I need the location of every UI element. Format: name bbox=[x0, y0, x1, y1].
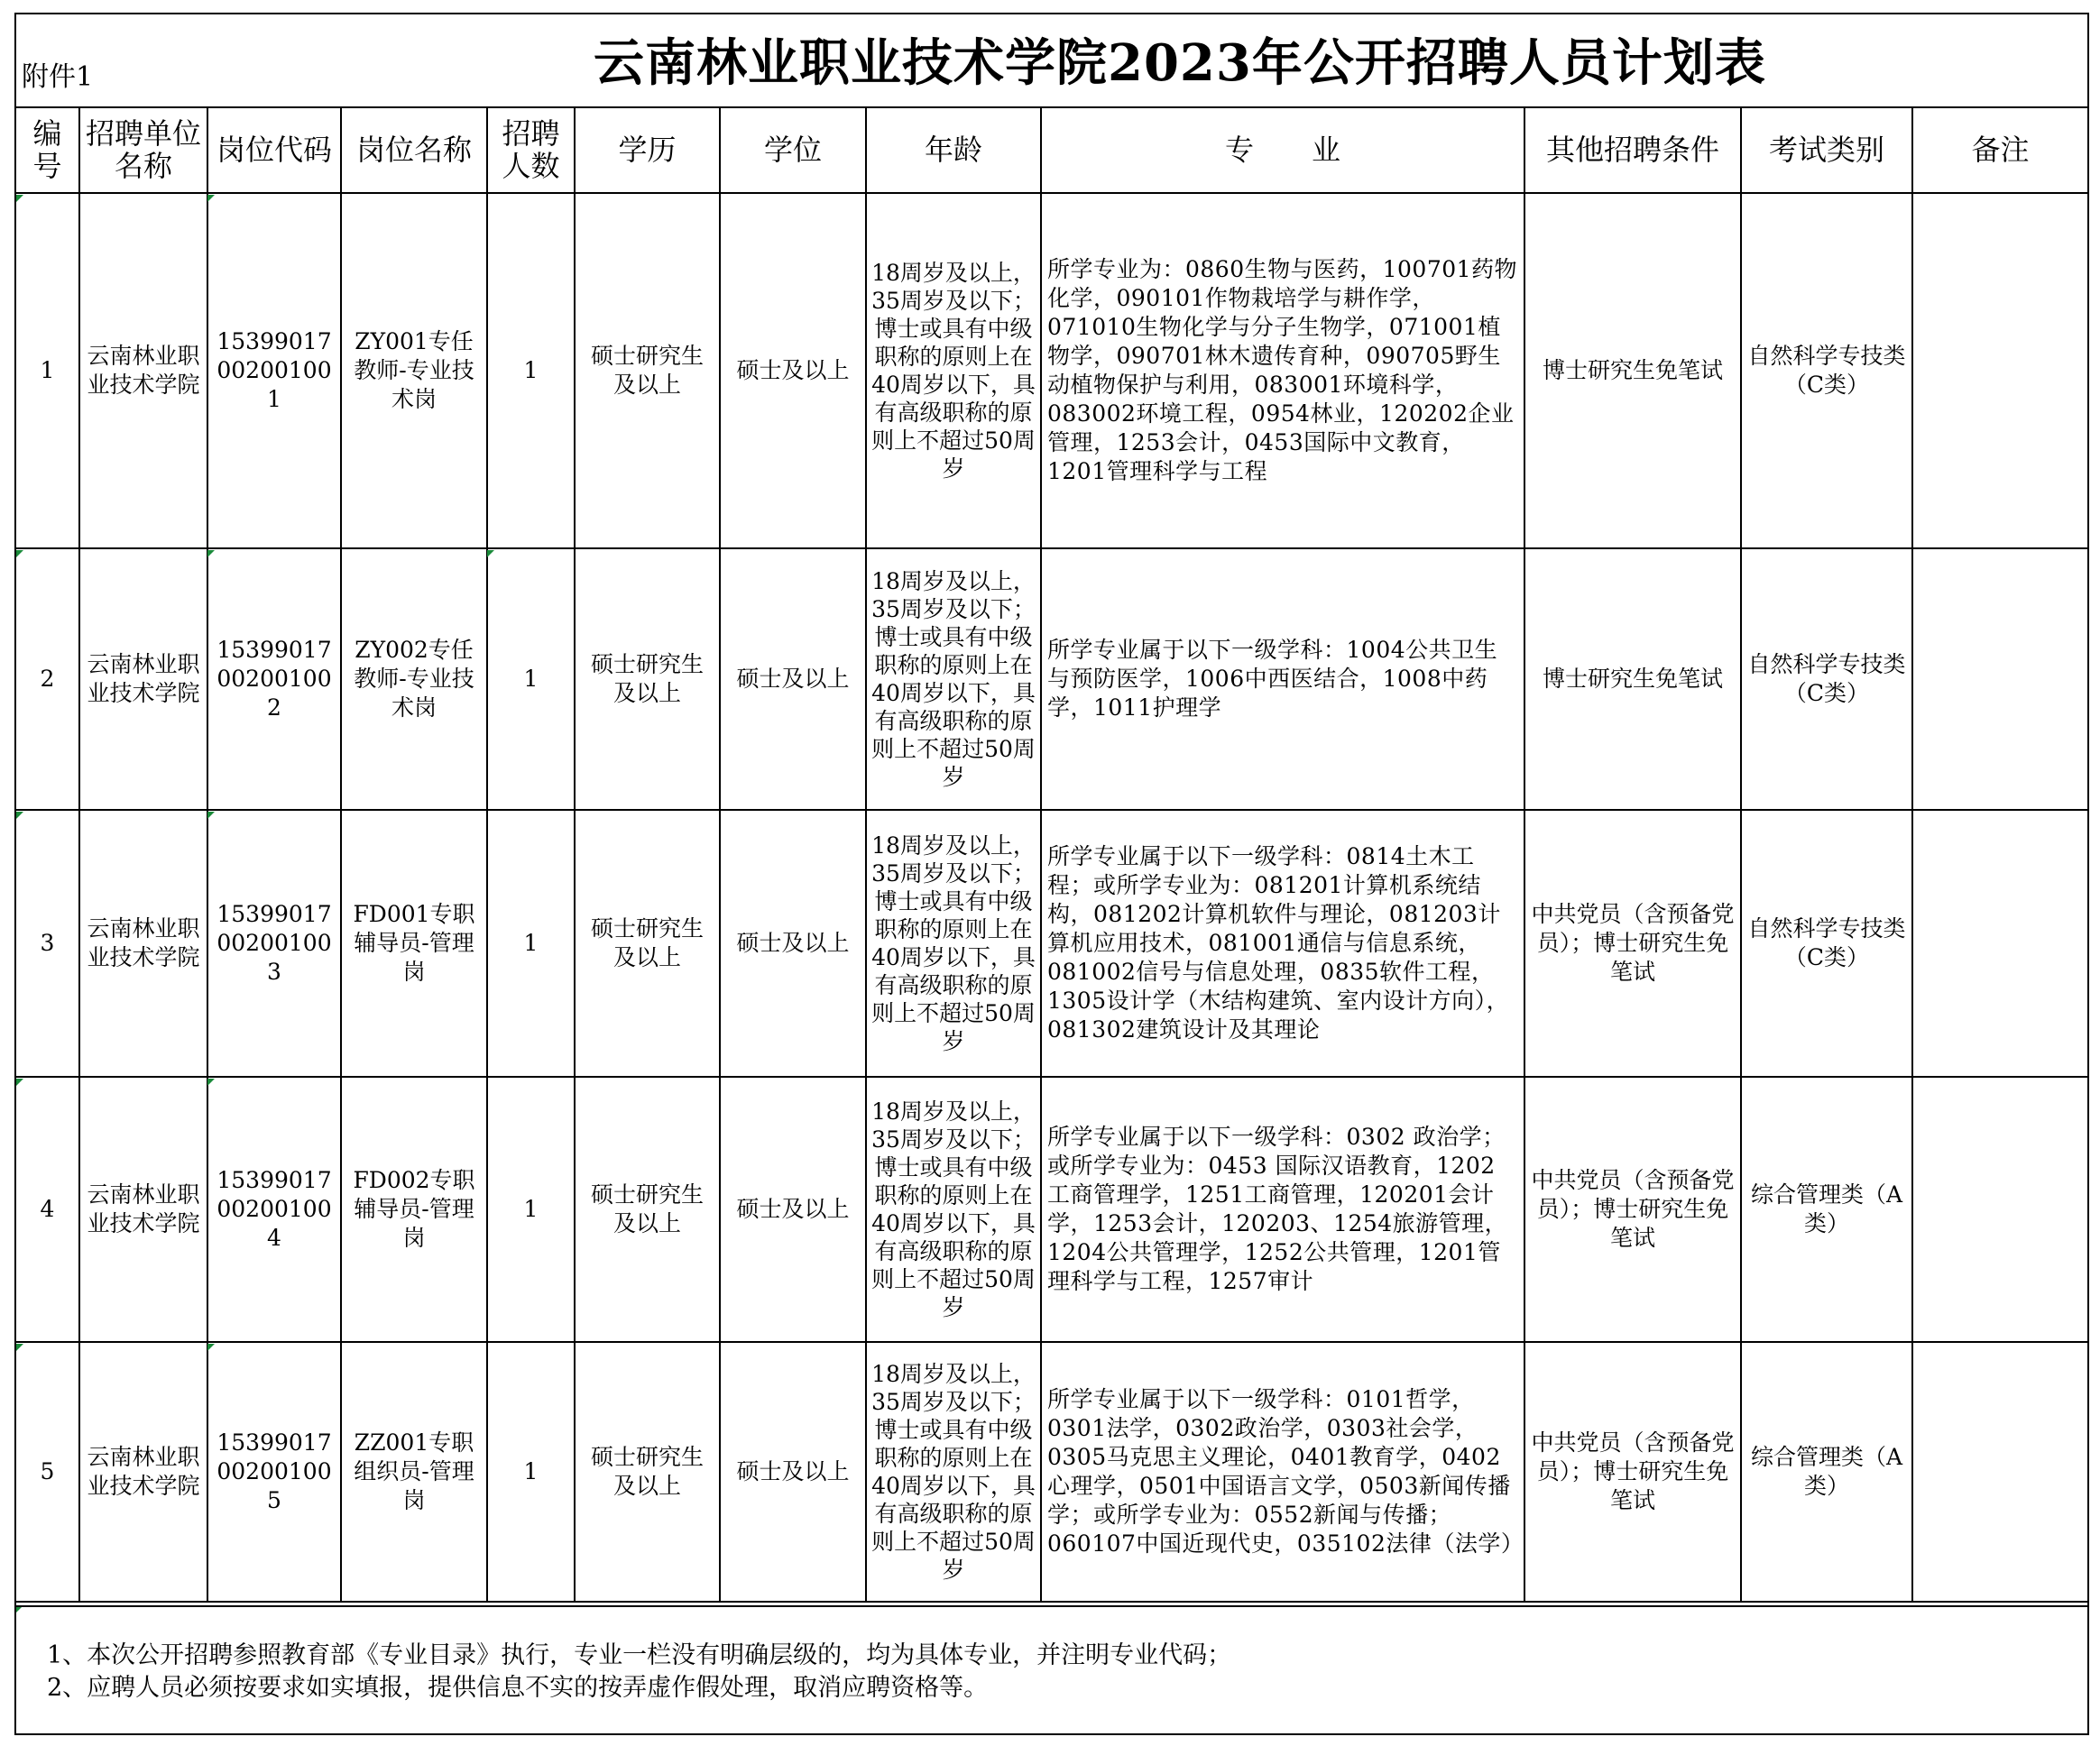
header-remark: 备注 bbox=[1912, 106, 2087, 193]
header-education: 学历 bbox=[575, 106, 720, 193]
table-row bbox=[16, 193, 2087, 548]
cell-corner-marker bbox=[16, 550, 23, 557]
cell-corner-marker bbox=[16, 812, 23, 819]
cell-corner-marker bbox=[207, 195, 215, 202]
cell-count: 1 bbox=[487, 1342, 575, 1602]
cell-corner-marker bbox=[207, 1079, 215, 1086]
cell-major: 所学专业属于以下一级学科：0302 政治学；或所学专业为：0453 国际汉语教育，1202工商管理学，1251工商管理，120201会计学，1253会计，120203、1254旅游管理，1204公共管理学，1252公共管理，1201管理科学与工程，1257审计 bbox=[1041, 1077, 1524, 1342]
table-row bbox=[16, 1077, 2087, 1342]
cell-exam: 自然科学专技类（C类） bbox=[1741, 810, 1912, 1077]
notes-section bbox=[16, 1605, 2087, 1733]
cell-code: 15399017002001003 bbox=[207, 810, 341, 1077]
cell-post: FD001专职辅导员-管理岗 bbox=[341, 810, 487, 1077]
header-major: 专 业 bbox=[1041, 106, 1524, 193]
cell-unit: 云南林业职业技术学院 bbox=[79, 1342, 207, 1602]
cell-major: 所学专业属于以下一级学科：0101哲学，0301法学，0302政治学，0303社会学，0305马克思主义理论，0401教育学，0402心理学，0501中国语言文学，0503新闻传播学；或所学专业为：0552新闻与传播；060107中国近现代史，035102法律（法学） bbox=[1041, 1342, 1524, 1602]
table-row bbox=[16, 810, 2087, 1077]
cell-corner-marker bbox=[16, 195, 23, 202]
cell-corner-marker bbox=[16, 1344, 23, 1351]
cell-age: 18周岁及以上，35周岁及以下；博士或具有中级职称的原则上在40周岁以下，具有高级职称的原则上不超过50周岁 bbox=[866, 193, 1041, 548]
header-row bbox=[16, 106, 2087, 193]
header-post: 岗位名称 bbox=[341, 106, 487, 193]
cell-education: 硕士研究生及以上 bbox=[575, 1077, 720, 1342]
cell-other: 中共党员（含预备党员）；博士研究生免笔试 bbox=[1524, 810, 1741, 1077]
cell-unit: 云南林业职业技术学院 bbox=[79, 1077, 207, 1342]
header-age: 年龄 bbox=[866, 106, 1041, 193]
cell-unit: 云南林业职业技术学院 bbox=[79, 193, 207, 548]
cell-code: 15399017002001002 bbox=[207, 548, 341, 810]
cell-exam: 综合管理类（A类） bbox=[1741, 1342, 1912, 1602]
header-no: 编号 bbox=[16, 106, 79, 193]
cell-count: 1 bbox=[487, 1077, 575, 1342]
cell-corner-marker bbox=[207, 812, 215, 819]
header-unit: 招聘单位名称 bbox=[79, 106, 207, 193]
cell-other: 博士研究生免笔试 bbox=[1524, 193, 1741, 548]
note-line: 1、本次公开招聘参照教育部《专业目录》执行，专业一栏没有明确层级的，均为具体专业，并注明专业代码； bbox=[47, 1641, 1232, 1669]
cell-post: ZZ001专职组织员-管理岗 bbox=[341, 1342, 487, 1602]
cell-count: 1 bbox=[487, 810, 575, 1077]
cell-age: 18周岁及以上，35周岁及以下；博士或具有中级职称的原则上在40周岁以下，具有高级职称的原则上不超过50周岁 bbox=[866, 810, 1041, 1077]
cell-post: FD002专职辅导员-管理岗 bbox=[341, 1077, 487, 1342]
header-degree: 学位 bbox=[720, 106, 866, 193]
cell-no: 1 bbox=[16, 193, 79, 548]
cell-remark bbox=[1912, 810, 2087, 1077]
cell-age: 18周岁及以上，35周岁及以下；博士或具有中级职称的原则上在40周岁以下，具有高级职称的原则上不超过50周岁 bbox=[866, 1077, 1041, 1342]
cell-degree: 硕士及以上 bbox=[720, 810, 866, 1077]
cell-remark bbox=[1912, 1077, 2087, 1342]
cell-education: 硕士研究生及以上 bbox=[575, 810, 720, 1077]
cell-degree: 硕士及以上 bbox=[720, 548, 866, 810]
cell-no: 2 bbox=[16, 548, 79, 810]
cell-code: 15399017002001005 bbox=[207, 1342, 341, 1602]
cell-unit: 云南林业职业技术学院 bbox=[79, 810, 207, 1077]
note-line: 2、应聘人员必须按要求如实填报，提供信息不实的按弄虚作假处理，取消应聘资格等。 bbox=[47, 1674, 989, 1702]
document-title: 云南林业职业技术学院2023年公开招聘人员计划表 bbox=[594, 33, 1766, 93]
cell-unit: 云南林业职业技术学院 bbox=[79, 548, 207, 810]
cell-education: 硕士研究生及以上 bbox=[575, 193, 720, 548]
cell-major: 所学专业为：0860生物与医药，100701药物化学，090101作物栽培学与耕作学，071010生物化学与分子生物学，071001植物学，090701林木遗传育种，090705野生动植物保护与利用，083001环境科学，083002环境工程，0954林业，120202企业管理，1253会计，0453国际中文教育，1201管理科学与工程 bbox=[1041, 193, 1524, 548]
cell-degree: 硕士及以上 bbox=[720, 1342, 866, 1602]
cell-exam: 综合管理类（A类） bbox=[1741, 1077, 1912, 1342]
cell-exam: 自然科学专技类（C类） bbox=[1741, 548, 1912, 810]
cell-no: 4 bbox=[16, 1077, 79, 1342]
cell-remark bbox=[1912, 548, 2087, 810]
header-code: 岗位代码 bbox=[207, 106, 341, 193]
cell-corner-marker bbox=[207, 1344, 215, 1351]
cell-exam: 自然科学专技类（C类） bbox=[1741, 193, 1912, 548]
cell-post: ZY002专任教师-专业技术岗 bbox=[341, 548, 487, 810]
cell-major: 所学专业属于以下一级学科：0814土木工程；或所学专业为：081201计算机系统结构，081202计算机软件与理论，081203计算机应用技术，081001通信与信息系统，081002信号与信息处理，0835软件工程，1305设计学（木结构建筑、室内设计方向），081302建筑设计及其理论 bbox=[1041, 810, 1524, 1077]
cell-education: 硕士研究生及以上 bbox=[575, 548, 720, 810]
cell-education: 硕士研究生及以上 bbox=[575, 1342, 720, 1602]
cell-corner-marker bbox=[16, 1079, 23, 1086]
cell-corner-marker bbox=[487, 550, 494, 557]
cell-age: 18周岁及以上，35周岁及以下；博士或具有中级职称的原则上在40周岁以下，具有高级职称的原则上不超过50周岁 bbox=[866, 1342, 1041, 1602]
table-row bbox=[16, 1342, 2087, 1602]
table-row bbox=[16, 548, 2087, 810]
title-row bbox=[16, 14, 2087, 108]
cell-code: 15399017002001001 bbox=[207, 193, 341, 548]
cell-other: 博士研究生免笔试 bbox=[1524, 548, 1741, 810]
cell-degree: 硕士及以上 bbox=[720, 193, 866, 548]
recruitment-plan-table bbox=[16, 106, 2087, 1603]
cell-corner-marker bbox=[207, 550, 215, 557]
cell-other: 中共党员（含预备党员）；博士研究生免笔试 bbox=[1524, 1077, 1741, 1342]
header-exam: 考试类别 bbox=[1741, 106, 1912, 193]
recruitment-plan-sheet bbox=[14, 13, 2089, 1735]
cell-count: 1 bbox=[487, 193, 575, 548]
cell-no: 3 bbox=[16, 810, 79, 1077]
cell-code: 15399017002001004 bbox=[207, 1077, 341, 1342]
cell-no: 5 bbox=[16, 1342, 79, 1602]
cell-degree: 硕士及以上 bbox=[720, 1077, 866, 1342]
cell-remark bbox=[1912, 1342, 2087, 1602]
annex-label: 附件1 bbox=[22, 61, 94, 93]
cell-age: 18周岁及以上，35周岁及以下；博士或具有中级职称的原则上在40周岁以下，具有高级职称的原则上不超过50周岁 bbox=[866, 548, 1041, 810]
header-other: 其他招聘条件 bbox=[1524, 106, 1741, 193]
cell-remark bbox=[1912, 193, 2087, 548]
cell-count: 1 bbox=[487, 548, 575, 810]
cell-major: 所学专业属于以下一级学科：1004公共卫生与预防医学，1006中西医结合，1008中药学，1011护理学 bbox=[1041, 548, 1524, 810]
header-count: 招聘人数 bbox=[487, 106, 575, 193]
cell-other: 中共党员（含预备党员）；博士研究生免笔试 bbox=[1524, 1342, 1741, 1602]
cell-post: ZY001专任教师-专业技术岗 bbox=[341, 193, 487, 548]
